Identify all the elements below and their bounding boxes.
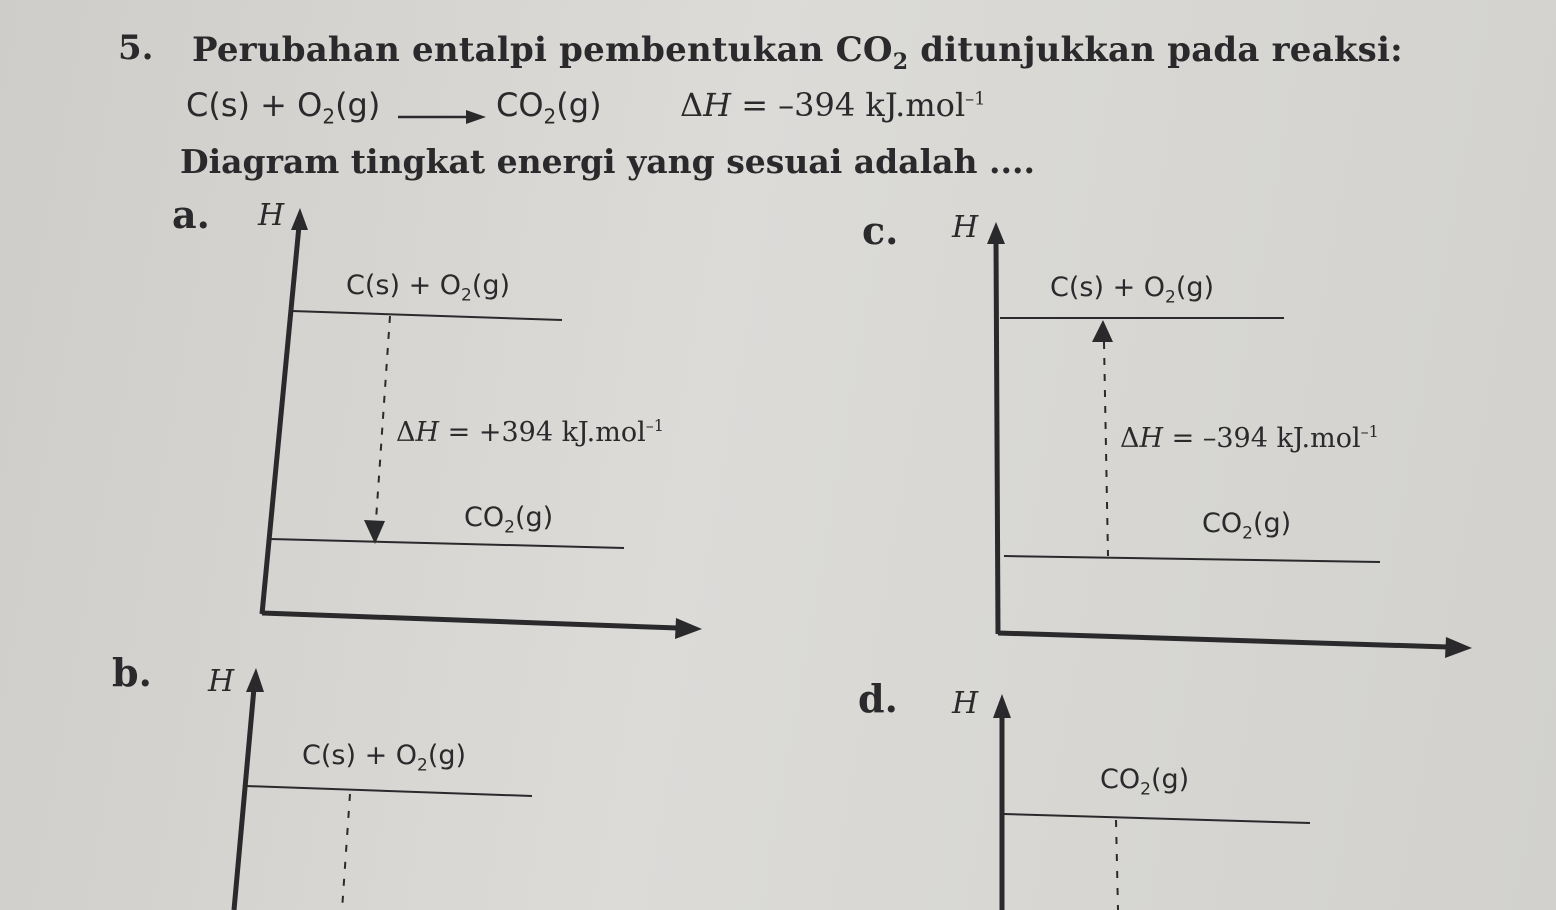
question-title: Perubahan entalpi pembentukan $CO_2$ ditunjukkan pada reaksi: bbox=[192, 30, 1403, 75]
option-d-axis-label: H bbox=[952, 686, 979, 721]
option-a-reactant-level-label: $C(s) + O_2(g)$ bbox=[346, 270, 511, 306]
option-a-y-axis bbox=[262, 226, 299, 614]
option-d-top-level-label: $CO_2(g)$ bbox=[1100, 764, 1190, 800]
option-c-axis-label: H bbox=[952, 210, 979, 245]
option-d-y-axis-arrowhead bbox=[993, 694, 1011, 718]
option-c-product-level bbox=[1004, 556, 1380, 562]
option-a-enthalpy-arrowhead bbox=[364, 520, 385, 544]
option-b-reactant-level bbox=[246, 786, 532, 796]
equation-reactants: $C(s) + O_2(g)$ bbox=[186, 86, 381, 129]
option-c-product-level-label: $CO_2(g)$ bbox=[1202, 508, 1292, 544]
equation-product: $CO_2(g)$ bbox=[496, 86, 602, 129]
option-c-enthalpy-label: ΔH = –394 kJ.mol$^{-1}$ bbox=[1120, 422, 1379, 454]
option-c-x-axis bbox=[998, 633, 1448, 647]
equation-reaction-arrow bbox=[398, 110, 486, 124]
option-c-letter: c. bbox=[862, 208, 899, 253]
option-c-diagram bbox=[987, 222, 1472, 658]
option-c-y-axis-arrowhead bbox=[987, 222, 1005, 244]
option-c-enthalpy-arrow bbox=[1104, 342, 1108, 556]
option-b-axis-label: H bbox=[208, 664, 235, 699]
option-a-product-level bbox=[270, 539, 624, 548]
option-d-diagram bbox=[993, 694, 1310, 910]
option-b-letter: b. bbox=[112, 650, 152, 695]
equation-enthalpy: ΔH = –394 kJ.mol$^{-1}$ bbox=[680, 86, 986, 124]
option-c-x-axis-arrowhead bbox=[1445, 637, 1472, 658]
option-a-enthalpy-arrow bbox=[376, 316, 390, 520]
option-a-y-axis-arrowhead bbox=[291, 208, 308, 230]
option-a-enthalpy-label: ΔH = +394 kJ.mol$^{-1}$ bbox=[396, 416, 664, 448]
option-c-y-axis bbox=[996, 240, 998, 634]
option-a-axis-label: H bbox=[258, 198, 285, 233]
option-a-x-axis-arrowhead bbox=[675, 618, 702, 639]
option-d-letter: d. bbox=[858, 676, 898, 721]
option-c-reactant-level-label: $C(s) + O_2(g)$ bbox=[1050, 272, 1215, 308]
option-b-diagram bbox=[234, 668, 532, 910]
question-number: 5. bbox=[118, 28, 154, 68]
option-d-enthalpy-arrow bbox=[1116, 820, 1118, 910]
option-b-reactant-level-label: $C(s) + O_2(g)$ bbox=[302, 740, 467, 776]
option-a-reactant-level bbox=[292, 311, 562, 320]
option-a-product-level-label: $CO_2(g)$ bbox=[464, 502, 554, 538]
option-a-letter: a. bbox=[172, 192, 210, 237]
option-a-diagram bbox=[262, 208, 702, 639]
option-b-y-axis-arrowhead bbox=[246, 668, 264, 692]
option-b-y-axis bbox=[234, 688, 254, 910]
option-a-x-axis bbox=[262, 613, 678, 628]
option-c-enthalpy-arrowhead bbox=[1092, 320, 1113, 342]
question-prompt: Diagram tingkat energi yang sesuai adalah .... bbox=[180, 142, 1035, 181]
option-b-enthalpy-arrow bbox=[342, 794, 350, 910]
option-d-top-level bbox=[1004, 814, 1310, 823]
